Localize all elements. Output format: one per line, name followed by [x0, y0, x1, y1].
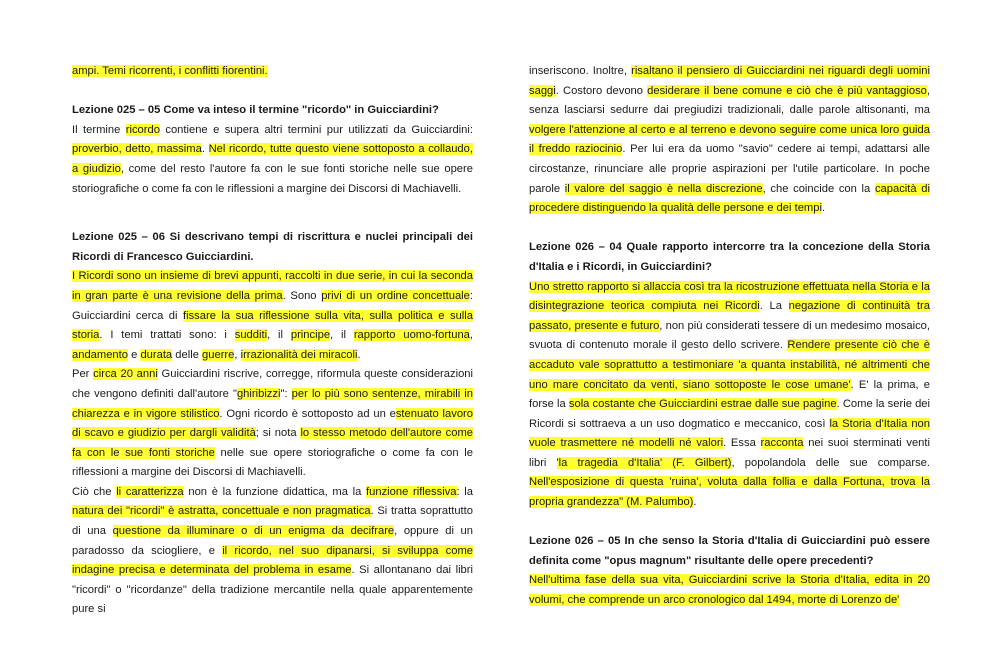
highlighted-text: il ricordo, nel suo dipanarsi, si sviluppa come indagine precisa e determinata del problema in esame: [72, 544, 473, 577]
text-run: delle: [172, 348, 203, 361]
text-run: .: [821, 202, 826, 215]
highlighted-text: risaltano il pensiero di Guicciardini nei riguardi degli uomini saggi: [529, 65, 930, 97]
text-run: . Costoro devono: [555, 84, 648, 97]
highlighted-text: per lo più sono sentenze, mirabili in chiarezza e in vigore stilistico: [72, 387, 473, 420]
text-run: . La: [759, 300, 789, 313]
text-run: , il: [267, 329, 291, 342]
highlighted-text: il valore del saggio è nella discrezione: [564, 182, 763, 195]
highlighted-text: capacità di procedere distinguendo la qualità delle persone e dei tempi: [529, 182, 930, 215]
highlighted-text: sola costante che Guicciardini estrae dalle sue pagine: [568, 398, 837, 411]
highlighted-text: circa 20 anni: [93, 368, 158, 381]
highlighted-text: Nell'ultima fase della sua vita, Guicciardini scrive la Storia d'Italia, edita in 20 volumi, che comprende un arco cronologico dal 1494, morte di Lorenzo de': [529, 574, 930, 607]
left-column: [72, 62, 473, 620]
highlighted-text: durata: [140, 348, 173, 361]
answer-paragraph: [72, 121, 473, 199]
text-run: Il termine: [72, 123, 126, 136]
highlighted-text: Nel ricordo, tutte questo viene sottoposto a collaudo, a giudizio: [72, 143, 473, 175]
highlighted-text: privi di un ordine concettuale: [321, 289, 470, 302]
text-run: ,: [469, 329, 473, 342]
continuation-text: [72, 62, 473, 82]
highlighted-text: sudditi: [234, 329, 268, 342]
highlighted-text: I Ricordi sono un insieme di brevi appunti, raccolti in due serie, in cui la seconda in gran parte è una revisione della prima: [72, 270, 473, 302]
lesson-heading: Lezione 026 – 05 In che senso la Storia d'Italia di Guicciardini può essere definita come "opus magnum" risultante delle opere precedenti?: [529, 535, 930, 567]
highlighted-text: Rendere presente ciò che è accaduto vale soprattutto a testimoniare 'a quanta instabilità, né altrimenti che uno mare concitato da venti, siano sottoposte le cose umane': [529, 339, 930, 391]
text-run: . Sono: [282, 289, 322, 302]
lesson-heading: Lezione 025 – 05 Come va inteso il termine "ricordo" in Guicciardini?: [72, 104, 439, 117]
text-run: . Come la serie dei Ricordi si sottraeva a un uso dogmatico e meccanico, così: [529, 398, 931, 430]
highlighted-text: lo stesso metodo dell'autore come fa con le sue fonti storiche: [72, 427, 473, 459]
highlighted-text: fissare la sua riflessione sulla vita, sulla politica e sulla storia: [72, 309, 473, 342]
text-run: e: [127, 348, 141, 361]
text-run: ":: [280, 387, 292, 400]
text-run: . Ogni ricordo è sottoposto ad un e: [219, 407, 396, 420]
highlighted-text: 'la tragedia d'Italia' (F. Gilbert): [556, 456, 732, 469]
highlighted-text: volgere l'attenzione al certo e al terreno e devono seguire come unica loro guida il freddo raziocinio: [529, 123, 930, 156]
highlighted-text: rapporto uomo-fortuna: [353, 329, 470, 342]
highlighted-text: stenuato lavoro di scavo e giudizio per dargli validità: [72, 407, 473, 440]
highlighted-text: la Storia d'Italia non vuole trasmettere né modelli né valori: [529, 417, 930, 450]
highlighted-text: Nell'esposizione di questa 'ruina', voluta dalla follia e dalla Fortuna, trova la propria grandezza" (M. Palumbo): [529, 476, 930, 509]
text-run: : Guicciardini cerca di: [72, 289, 473, 322]
text-run: . E' la prima, e forse la: [529, 378, 931, 411]
text-run: , non più considerati tessere di un medesimo mosaico, svuota di contenuto morale il gesto dello scrivere.: [529, 319, 930, 352]
text-run: ; si nota: [255, 427, 301, 440]
text-run: . Per lui era da uomo "savio" cedere ai tempi, adattarsi alle circostanze, rinunciare alle proprie aspirazioni per l'utile particolare. In poche parole: [529, 143, 931, 195]
text-run: , che coincide con la: [762, 182, 875, 195]
text-run: . Essa: [723, 437, 761, 450]
text-run: inseriscono. Inoltre,: [529, 65, 632, 77]
highlighted-text: ghiribizzi: [236, 387, 281, 400]
text-run: nei suoi sterminati venti libri: [529, 437, 930, 469]
text-run: contiene e supera altri termini pur utilizzati da Guicciardini:: [159, 123, 473, 136]
text-run: , oppure di un paradosso da sciogliere, e: [72, 525, 473, 557]
highlighted-text: questione da illuminare o di un enigma da decifrare: [112, 525, 395, 538]
text-run: , il: [330, 329, 354, 342]
lesson-heading: Lezione 025 – 06 Si descrivano tempi di riscrittura e nuclei principali dei Ricordi di Francesco Guicciardini.: [72, 231, 473, 263]
highlighted-text: racconta: [760, 437, 804, 450]
highlighted-text: funzione riflessiva: [366, 485, 457, 498]
right-column: [529, 62, 930, 611]
text-run: ,: [234, 348, 241, 361]
answer-paragraph: [529, 62, 930, 219]
text-run: Ciò che: [72, 485, 117, 498]
text-run: non è la funzione didattica, ma la: [183, 485, 367, 498]
text-run: Per: [72, 368, 94, 381]
highlighted-text: ricordo: [125, 123, 160, 136]
highlighted-text: negazione di continuità tra passato, presente e futuro: [529, 300, 930, 332]
highlighted-text: proverbio, detto, massima: [72, 143, 202, 156]
text-run: Guicciardini riscrive, corregge, riformula queste considerazioni che vengono definiti dall'autore ": [72, 368, 474, 400]
answer-paragraph: [72, 365, 473, 483]
text-run: . I temi trattati sono: i: [99, 329, 235, 342]
highlighted-text: principe: [290, 329, 331, 342]
text-run: .: [201, 143, 209, 156]
text-run: .: [693, 496, 697, 509]
text-run: : la: [456, 485, 474, 498]
answer-paragraph: [529, 278, 930, 513]
highlighted-text: li caratterizza: [116, 485, 184, 498]
highlighted-text: Uno stretto rapporto si allaccia così tra la ricostruzione effettuata nella Storia e la disintegrazione teorica compiuta nei Ricordi: [529, 280, 930, 313]
text-run: , come del resto l'autore fa con le sue fonti storiche nelle sue opere storiografiche o come fa con le riflessioni a margine dei Discorsi di Machiavelli.: [72, 162, 473, 195]
lesson-heading: Lezione 026 – 04 Quale rapporto intercorre tra la concezione della Storia d'Italia e i Ricordi, in Guicciardini?: [529, 241, 930, 273]
text-run: nelle sue opere storiografiche o come fa con le riflessioni a margine dei Discorsi di Machiavelli.: [72, 446, 473, 479]
highlighted-text: guerre: [202, 348, 235, 361]
text-run: , popolandola delle sue comparse.: [731, 456, 930, 469]
answer-paragraph: [529, 571, 930, 610]
highlighted-text: desiderare il bene comune e ciò che è più vantaggioso: [647, 84, 927, 97]
highlighted-text: andamento: [72, 348, 128, 361]
answer-paragraph: [72, 483, 473, 620]
text-run: , senza lasciarsi sedurre dai pregiudizi tradizionali, dalle parole altisonanti, ma: [529, 84, 931, 117]
highlighted-text: irrazionalità dei miracoli: [240, 348, 358, 361]
highlighted-text: natura dei "ricordi" è astratta, concettuale e non pragmatica: [72, 505, 371, 518]
text-run: . Si allontanano dai libri "ricordi" o "ricordanze" della tradizione mercantile nella quale apparentemente pure si: [72, 564, 473, 616]
text-run: . Si tratta soprattutto di una: [72, 505, 473, 538]
text-run: .: [357, 348, 361, 361]
answer-paragraph: [72, 267, 473, 365]
highlighted-text: ampi. Temi ricorrenti, i conflitti fiorentini.: [72, 65, 268, 77]
